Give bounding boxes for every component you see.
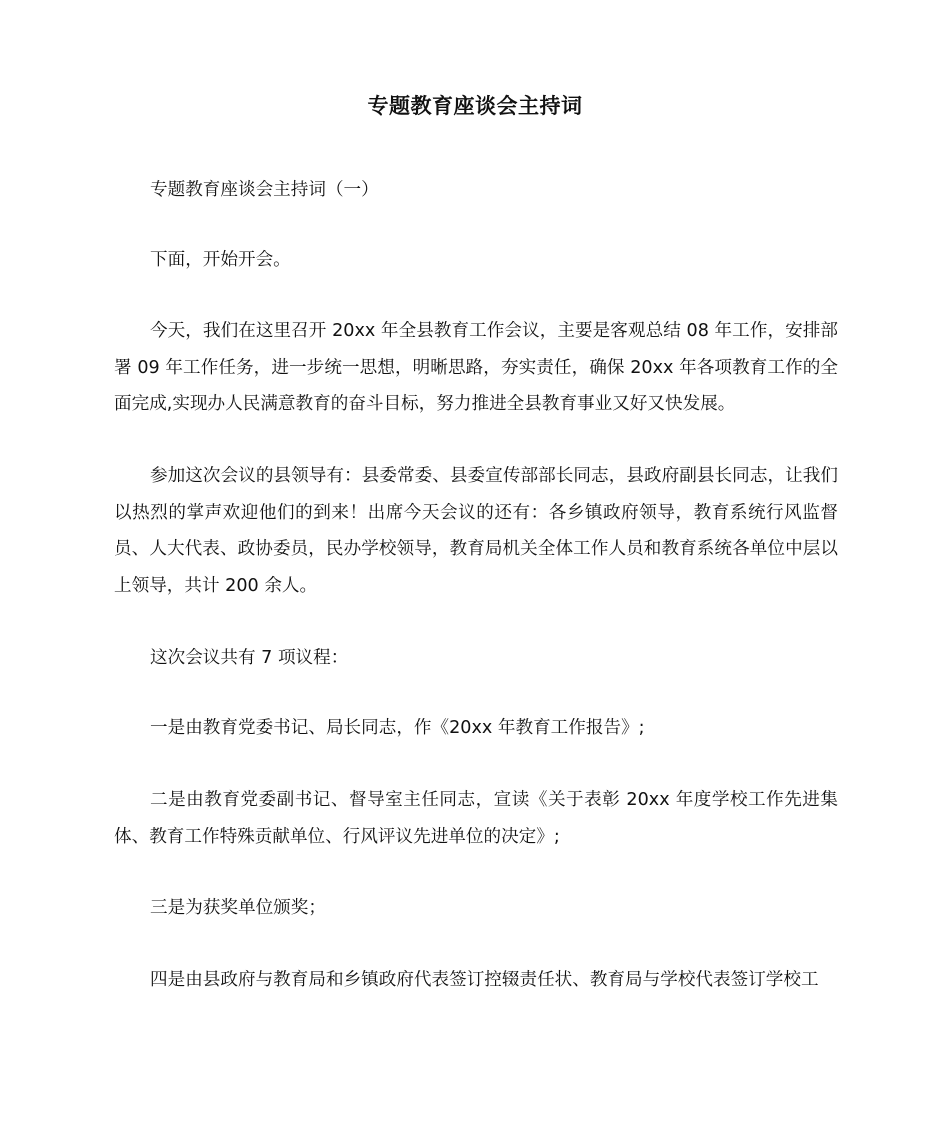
document-title: 专题教育座谈会主持词 bbox=[367, 94, 583, 118]
paragraph-agenda-item-4: 四是由县政府与教育局和乡镇政府代表签订控辍责任状、教育局与学校代表签订学校工 bbox=[150, 970, 819, 990]
paragraph-opening: 下面，开始开会。 bbox=[150, 250, 291, 270]
paragraph-agenda-item-2: 二是由教育党委副书记、督导室主任同志，宣读《关于表彰 20xx 年度学校工作先进集体、教育工作特殊贡献单位、行风评议先进单位的决定》; bbox=[114, 790, 838, 847]
paragraph-agenda-item-3: 三是为获奖单位颁奖； bbox=[150, 898, 326, 918]
paragraph-attendees: 参加这次会议的县领导有：县委常委、县委宣传部部长同志，县政府副县长同志，让我们以热烈的掌声欢迎他们的到来！出席今天会议的还有：各乡镇政府领导，教育系统行风监督员、人大代表、政协委员，民办学校领导，教育局机关全体工作人员和教育系统各单位中层以上领导，共计 200 余人。 bbox=[114, 466, 838, 596]
paragraph-agenda-item-1: 一是由教育党委书记、局长同志，作《20xx 年教育工作报告》; bbox=[150, 718, 645, 738]
paragraph-subtitle: 专题教育座谈会主持词（一） bbox=[150, 180, 379, 200]
paragraph-agenda-intro: 这次会议共有 7 项议程： bbox=[150, 648, 349, 668]
paragraph-intro: 今天，我们在这里召开 20xx 年全县教育工作会议，主要是客观总结 08 年工作，安排部署 09 年工作任务，进一步统一思想，明晰思路，夯实责任，确保 20xx 年各项教育工作的全面完成,实现办人民满意教育的奋斗目标，努力推进全县教育事业又好又快发展。 bbox=[114, 321, 838, 414]
